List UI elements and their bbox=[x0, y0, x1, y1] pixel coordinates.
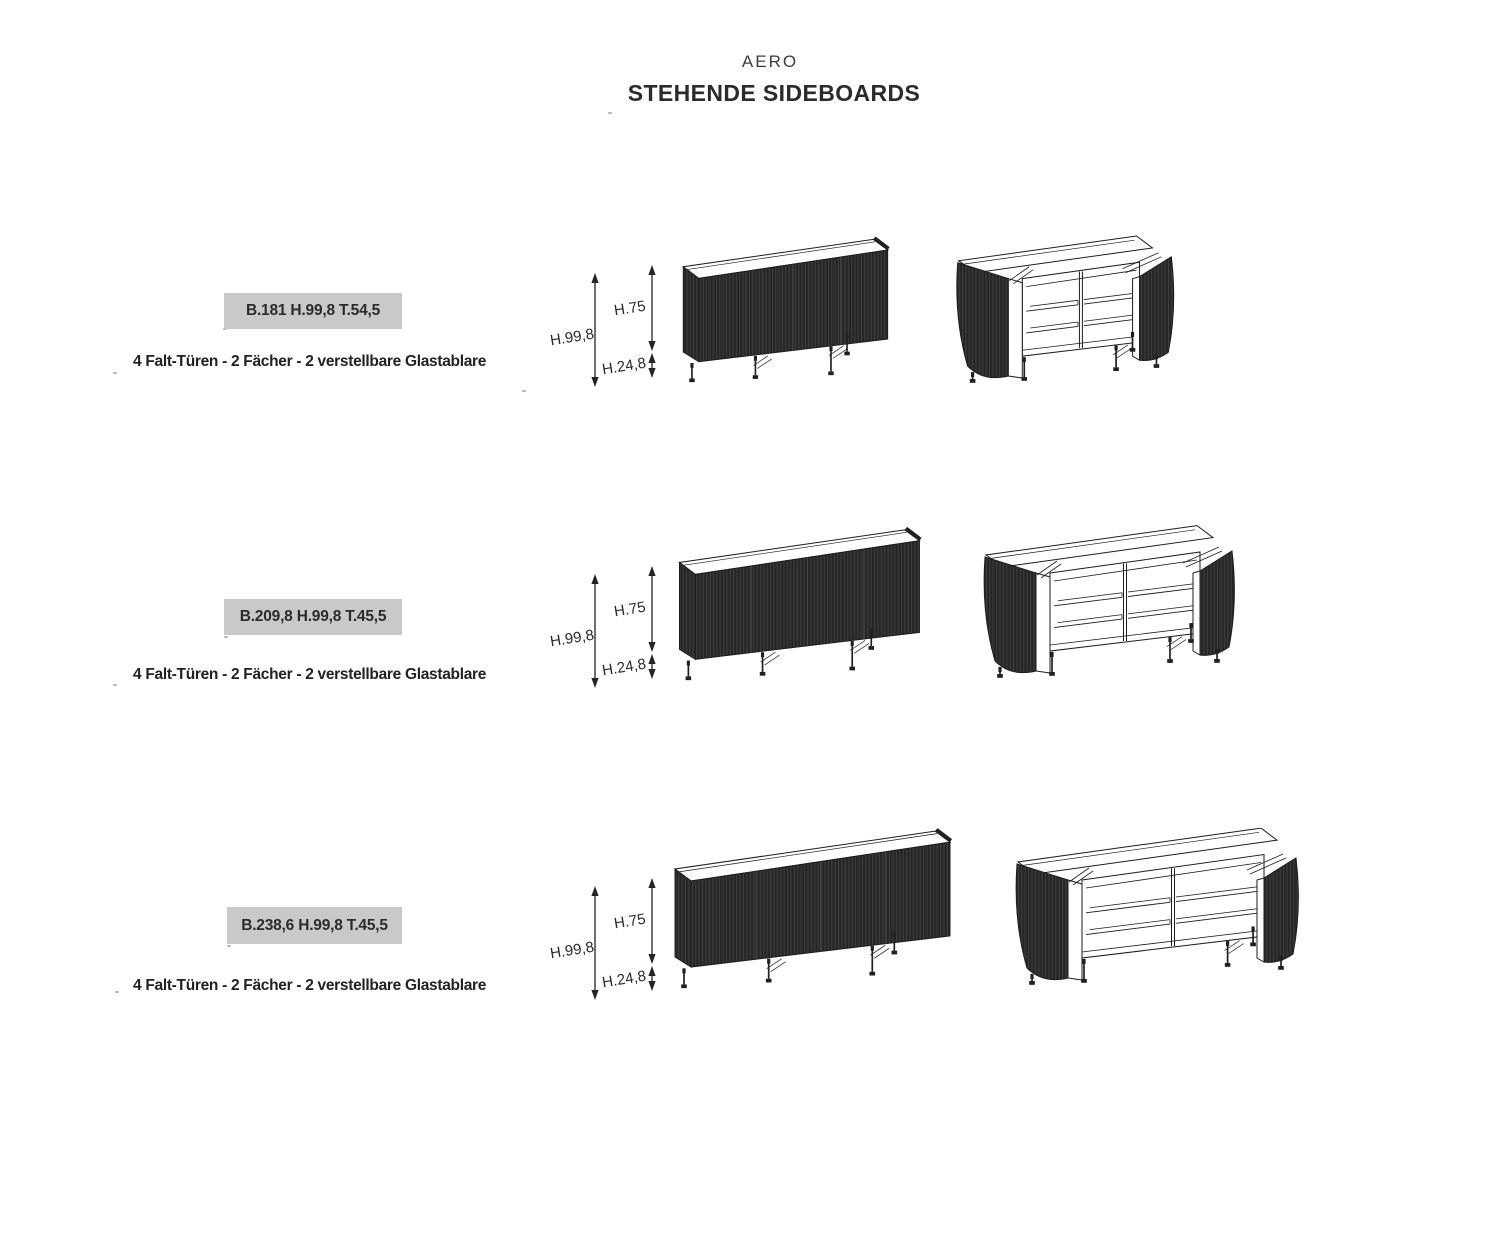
brand-title: AERO bbox=[741, 52, 799, 71]
page-title: STEHENDE SIDEBOARDS bbox=[627, 80, 921, 106]
product-description: 4 Falt-Türen - 2 Fächer - 2 verstellbare Glastablare bbox=[133, 666, 487, 683]
height-legs-label: H.24,8 bbox=[600, 655, 648, 680]
height-body-label: H.75 bbox=[612, 598, 647, 621]
product-row-1 bbox=[0, 225, 1500, 525]
dimension-annotations bbox=[540, 876, 672, 1008]
product-row-2 bbox=[0, 520, 1500, 820]
product-description: 4 Falt-Türen - 2 Fächer - 2 verstellbare Glastablare bbox=[133, 353, 487, 370]
product-description: 4 Falt-Türen - 2 Fächer - 2 verstellbare Glastablare bbox=[133, 977, 487, 994]
height-total-label: H.99,8 bbox=[548, 325, 596, 350]
sideboard-closed-drawing bbox=[673, 523, 923, 681]
height-total-label: H.99,8 bbox=[548, 938, 596, 963]
dimensions-label: B.181 H.99,8 T.54,5 bbox=[224, 293, 402, 329]
print-artifact-dot bbox=[608, 112, 612, 114]
dimensions-label: B.238,6 H.99,8 T.45,5 bbox=[227, 907, 402, 944]
dimensions-label: B.209,8 H.99,8 T.45,5 bbox=[224, 599, 402, 635]
sideboard-open-drawing bbox=[1013, 828, 1303, 986]
dimension-annotations bbox=[540, 564, 672, 696]
sideboard-open-drawing bbox=[953, 227, 1179, 384]
height-legs-label: H.24,8 bbox=[600, 967, 648, 992]
height-legs-label: H.24,8 bbox=[600, 354, 648, 379]
sideboard-closed-drawing bbox=[675, 228, 893, 383]
sideboard-closed-drawing bbox=[670, 828, 952, 990]
product-row-3 bbox=[0, 828, 1500, 1128]
dimension-annotations bbox=[540, 263, 672, 395]
height-body-label: H.75 bbox=[612, 910, 647, 933]
sideboard-open-drawing bbox=[981, 520, 1239, 680]
height-body-label: H.75 bbox=[612, 297, 647, 320]
height-total-label: H.99,8 bbox=[548, 626, 596, 651]
